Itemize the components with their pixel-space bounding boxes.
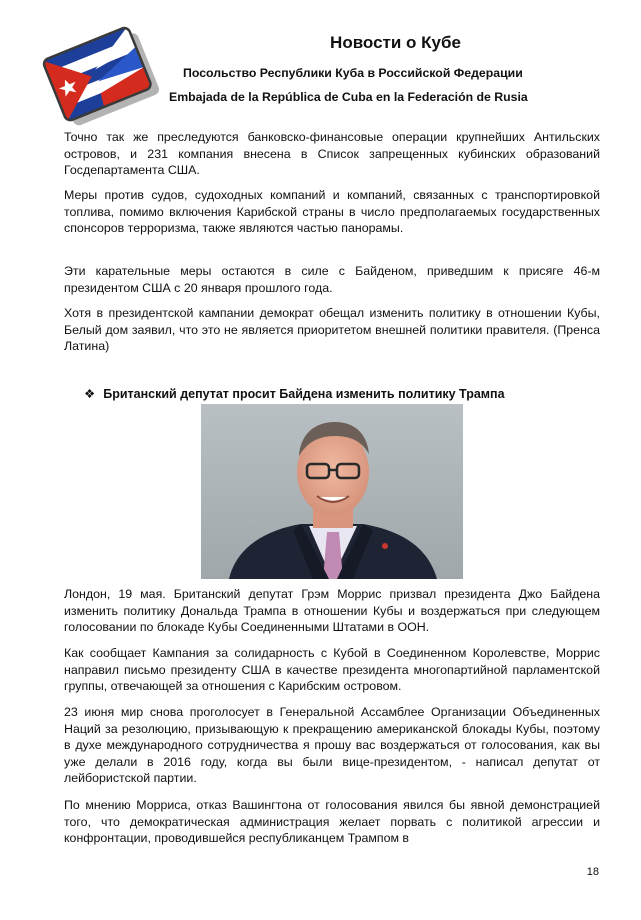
paragraph: Точно так же преследуются банковско-финансовые операции крупнейших Антильских островов, и 231 компания внесена в Список запрещенных кубинских образований Госдепартамента США. [64, 130, 600, 177]
embassy-name-spanish: Embajada de la República de Cuba en la Federación de Rusia [169, 90, 528, 104]
paragraph: Как сообщает Кампания за солидарность с Кубой в Соединенном Королевстве, Моррис направил письмо президенту США в качестве президента многопартийной парламентской группы, отвечающей за отношения с Карибским островом. [64, 646, 600, 693]
diamond-bullet-icon: ❖ [84, 387, 96, 401]
article-heading-text: Британский депутат просит Байдена изменить политику Трампа [103, 387, 505, 401]
paragraph: Лондон, 19 мая. Британский депутат Грэм Моррис призвал президента Джо Байдена изменить политику Дональда Трампа в отношении Кубы и воздержаться при следующем голосовании по блокаде Кубы Соединенными Штатами в ООН. [64, 587, 600, 634]
paragraph: Меры против судов, судоходных компаний и компаний, связанных с транспортировкой топлива, помимо включения Карибской страны в число предполагаемых государственных спонсоров терроризма, также являются частью панорамы. [64, 188, 600, 235]
paragraph: 23 июня мир снова проголосует в Генеральной Ассамблее Организации Объединенных Наций за резолюцию, призывающую к прекращению американской блокады Кубы, поэтому в духе международного сотрудничества я прошу вас воздержаться от голосования, как вы уже делали в 2016 году, когда вы были вице-президентом, - написал депутат от лейбористской партии. [64, 705, 600, 785]
paragraph: Эти карательные меры остаются в силе с Байденом, приведшим к присяге 46-м президентом США с 20 января прошлого года. [64, 264, 600, 295]
paragraph: По мнению Морриса, отказ Вашингтона от голосования явился бы явной демонстрацией того, что демократическая администрация желает порвать с политикой агрессии и конфронтации, проводившейся республиканцем Трампом в [64, 798, 600, 845]
mp-portrait-photo [201, 404, 463, 579]
page-title: Новости о Кубе [330, 33, 461, 52]
embassy-name-russian: Посольство Республики Куба в Российской Федерации [183, 66, 523, 80]
article-heading [84, 386, 505, 401]
paragraph: Хотя в президентской кампании демократ обещал изменить политику в отношении Кубы, Белый дом заявил, что это не является приоритетом внешней политики правителя. (Пренса Латина) [64, 306, 600, 353]
cuba-russia-flag-logo [38, 26, 163, 131]
page-number: 18 [586, 866, 599, 878]
